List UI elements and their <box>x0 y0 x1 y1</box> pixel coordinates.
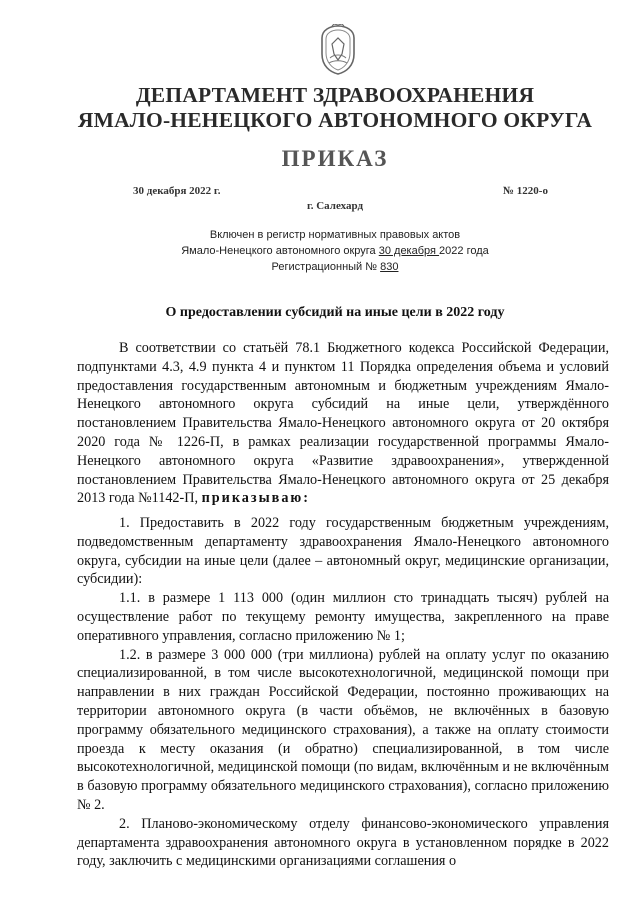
department-name-line-2: ЯМАЛО-НЕНЕЦКОГО АВТОНОМНОГО ОКРУГА <box>77 108 593 132</box>
registration-region: Ямало-Ненецкого автономного округа <box>181 245 379 257</box>
registration-line-3 <box>60 261 610 273</box>
registration-date: 30 декабря <box>378 245 440 257</box>
registration-line-2 <box>60 245 610 257</box>
registration-number: 830 <box>380 261 399 273</box>
registration-year: 2022 года <box>439 245 489 257</box>
preamble-emphasis: приказываю: <box>201 490 310 507</box>
item-1: 1. Предоставить в 2022 году государственным бюджетным учреждениям, подведомственным департаменту здравоохранения Ямало-Ненецкого автономного округа, субсидии на иные цели (далее – автономный округ, медицинские организации, субсидии): <box>77 515 609 588</box>
document-title: О предоставлении субсидий на иные цели в 2022 году <box>165 305 505 320</box>
order-city: г. Салехард <box>306 200 364 212</box>
coat-of-arms-icon <box>316 24 360 76</box>
order-heading: ПРИКАЗ <box>281 146 389 171</box>
order-date: 30 декабря 2022 г. <box>133 185 221 197</box>
preamble-text: В соответствии со статьёй 78.1 Бюджетного кодекса Российской Федерации, подпунктами 4.3, 4.9 пункта 4 и пунктом 11 Порядка определения объема и условий предоставления государственным автономным и бюджетным учреждениям Ямало-Ненецкого автономного округа субсидий на иные цели, утверждённого постановлением Правительства Ямало-Ненецкого автономного округа от 20 октября 2020 года № 1226-П, в рамках реализации государственной программы Ямало-Ненецкого автономного округа «Развитие здравоохранения», утвержденной постановлением Правительства Ямало-Ненецкого автономного округа от 25 декабря 2013 года №1142-П, <box>77 340 609 507</box>
order-items <box>77 514 609 871</box>
registration-number-label: Регистрационный № <box>271 261 381 273</box>
registration-line-1: Включен в регистр нормативных правовых актов <box>209 229 461 241</box>
item-2: 2. Планово-экономическому отделу финансово-экономического управления департамента здравоохранения автономного округа в установленном порядке в 2022 году, заключить с медицинскими организациями соглашения о <box>77 815 609 870</box>
preamble-paragraph <box>77 339 609 508</box>
item-1-1: 1.1. в размере 1 113 000 (один миллион сто тринадцать тысяч) рублей на осуществление работ по текущему ремонту имущества, закрепленного на праве оперативного управления, согласно приложению № 1; <box>77 590 609 644</box>
order-number: № 1220-о <box>503 185 548 197</box>
department-name-line-1: ДЕПАРТАМЕНТ ЗДРАВООХРАНЕНИЯ <box>135 83 535 107</box>
item-1-2: 1.2. в размере 3 000 000 (три миллиона) рублей на оплату услуг по оказанию специализированной, в том числе высокотехнологичной, медицинской помощи при направлении в них граждан Российской Федерации, постоянно проживающих на территории автономного округа (в части объёмов, не включённых в базовую программу обязательного медицинского страхования), а также на оплату стоимости проезда к месту оказания (и обратно) специализированной, в том числе высокотехнологичной, медицинской помощи (по видам, включённым и не включённым в базовую программу обязательного медицинского страхования), согласно приложению № 2. <box>77 646 609 813</box>
